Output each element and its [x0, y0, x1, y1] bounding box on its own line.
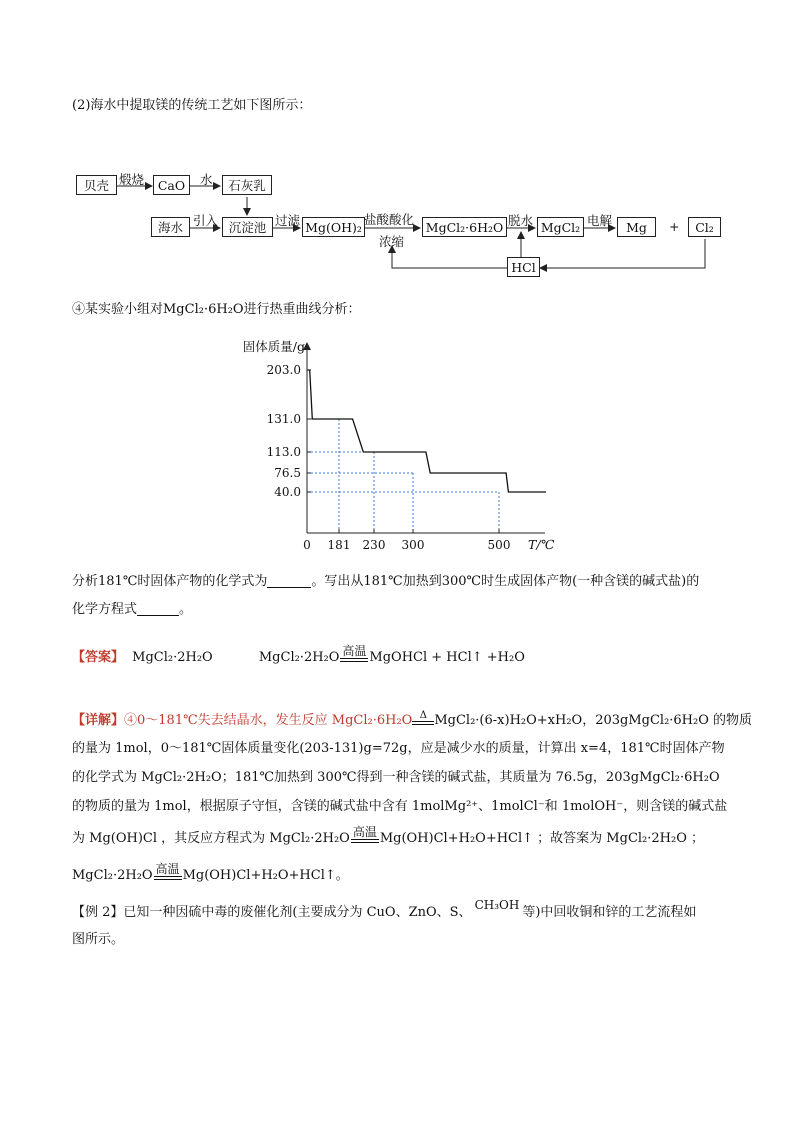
question-line-2	[72, 600, 192, 620]
label-dehydrate: 脱水	[508, 213, 534, 228]
answer-eq-left: MgCl₂·2H₂O	[258, 650, 340, 665]
x-tick-label-2: 230	[362, 538, 386, 552]
question-part4: 。	[179, 602, 193, 617]
label-introduce: 引入	[193, 213, 219, 228]
answer-condition: 高温	[342, 644, 367, 658]
x-axis-label: T/℃	[528, 537, 555, 552]
detail-l1b: MgCl₂·(6-x)H₂O+xH₂O，203gMgCl₂·6H₂O 的物质	[434, 713, 753, 728]
question-line-1	[72, 572, 699, 592]
flow-box-hcl: HCl	[507, 257, 540, 277]
question-part1: 分析181℃时固体产物的化学式为	[72, 574, 268, 589]
flow-box-seawater: 海水	[151, 217, 190, 237]
tg-chart	[200, 335, 580, 555]
flow-box-cl2: Cl₂	[688, 217, 721, 237]
y-axis-label: 固体质量/g	[242, 339, 305, 354]
detail-l5a: 为 Mg(OH)Cl ，其反应方程式为 MgCl₂·2H₂O	[72, 831, 350, 846]
detail-l5-condition: 高温	[352, 825, 377, 839]
answer-blank-2	[137, 603, 179, 616]
label-electrolyze: 电解	[587, 213, 613, 228]
question-part3: 化学方程式	[72, 602, 138, 617]
flow-box-mgcl2: MgCl₂	[537, 217, 584, 237]
detail-l5b: Mg(OH)Cl+H₂O+HCl↑ ；故答案为 MgCl₂·2H₂O ；	[379, 831, 704, 846]
label-filter: 过滤	[275, 213, 301, 228]
detail-l6-condition: 高温	[155, 862, 180, 876]
answer-eq-sign	[340, 645, 368, 668]
example2-ch3oh: CH₃OH	[474, 898, 520, 912]
delta-symbol: Δ	[419, 710, 427, 721]
flow-box-tank: 沉淀池	[222, 217, 273, 237]
detail-delta-sign	[412, 710, 434, 731]
answer-formula-1: MgCl₂·2H₂O	[132, 650, 213, 665]
example2-text1: 已知一种因硫中毒的废催化剂(主要成分为 CuO、ZnO、S、	[123, 905, 472, 920]
flow-box-shell: 贝壳	[76, 175, 117, 195]
label-water: 水	[200, 172, 213, 187]
example2-text2: 等)中回收铜和锌的工艺流程如	[522, 905, 697, 920]
example2-label: 【例 2】	[72, 905, 124, 920]
detail-line-6	[72, 863, 349, 886]
y-tick-label-4: 40.0	[274, 485, 301, 499]
x-tick-label-3: 300	[401, 538, 425, 552]
intro-text: (2)海水中提取镁的传统工艺如下图所示：	[72, 98, 312, 113]
y-tick-label-2: 113.0	[266, 445, 301, 459]
detail-line-4: 的物质的量为 1mol，根据原子守恒，含镁的碱式盐中含有 1molMg²⁺、1molCl⁻和 1molOH⁻，则含镁的碱式盐	[72, 799, 728, 814]
tg-curve	[307, 370, 546, 492]
y-tick-label-0: 203.0	[266, 363, 301, 377]
flow-box-cao: CaO	[153, 175, 190, 195]
detail-l1a: ④0～181℃失去结晶水，发生反应 MgCl₂·6H₂O	[124, 713, 413, 728]
detail-line-1	[72, 710, 752, 731]
answer-eq-right: MgOHCl + HCl↑ +H₂O	[369, 650, 525, 665]
answer-label: 【答案】	[72, 650, 125, 665]
example2-line-2: 图所示。	[72, 932, 125, 947]
flow-box-mgoh2: Mg(OH)₂	[302, 217, 365, 237]
x-tick-label-1: 181	[327, 538, 351, 552]
detail-label: 【详解】	[72, 713, 125, 728]
q4-text: ④某实验小组对MgCl₂·6H₂O进行热重曲线分析：	[72, 302, 361, 317]
detail-l6-eq-sign	[154, 863, 182, 886]
detail-l6b: Mg(OH)Cl+H₂O+HCl↑。	[182, 868, 349, 883]
detail-l6a: MgCl₂·2H₂O	[72, 868, 153, 883]
detail-l5-eq-sign	[351, 826, 379, 849]
label-calcine: 煅烧	[119, 172, 145, 187]
x-tick-label-0: 0	[303, 538, 311, 552]
x-tick-label-4: 500	[487, 538, 511, 552]
answer-blank-1	[267, 575, 311, 588]
label-concentrate: 浓缩	[379, 234, 405, 249]
flow-box-mgcl2-6h2o: MgCl₂·6H₂O	[422, 217, 507, 237]
example2-line-1	[72, 898, 697, 923]
detail-line-5	[72, 826, 704, 849]
flow-arrows	[0, 0, 794, 300]
y-tick-label-1: 131.0	[266, 412, 301, 426]
detail-line-3: 的化学式为 MgCl₂·2H₂O；181℃加热到 300℃得到一种含镁的碱式盐，其质量为 76.5g，203gMgCl₂·6H₂O	[72, 770, 720, 785]
answer-line	[72, 645, 525, 668]
flow-box-limewater: 石灰乳	[222, 175, 272, 195]
y-tick-label-3: 76.5	[274, 466, 301, 480]
label-acidify: 盐酸酸化	[364, 212, 415, 227]
detail-line-2: 的量为 1mol，0～181℃固体质量变化(203-131)g=72g，应是减少水的质量，计算出 x=4，181℃时固体产物	[72, 741, 725, 756]
question-part2: 。写出从181℃加热到300℃时生成固体产物(一种含镁的碱式盐)的	[311, 574, 700, 589]
flow-box-mg: Mg	[617, 217, 656, 237]
label-plus: +	[669, 219, 680, 234]
